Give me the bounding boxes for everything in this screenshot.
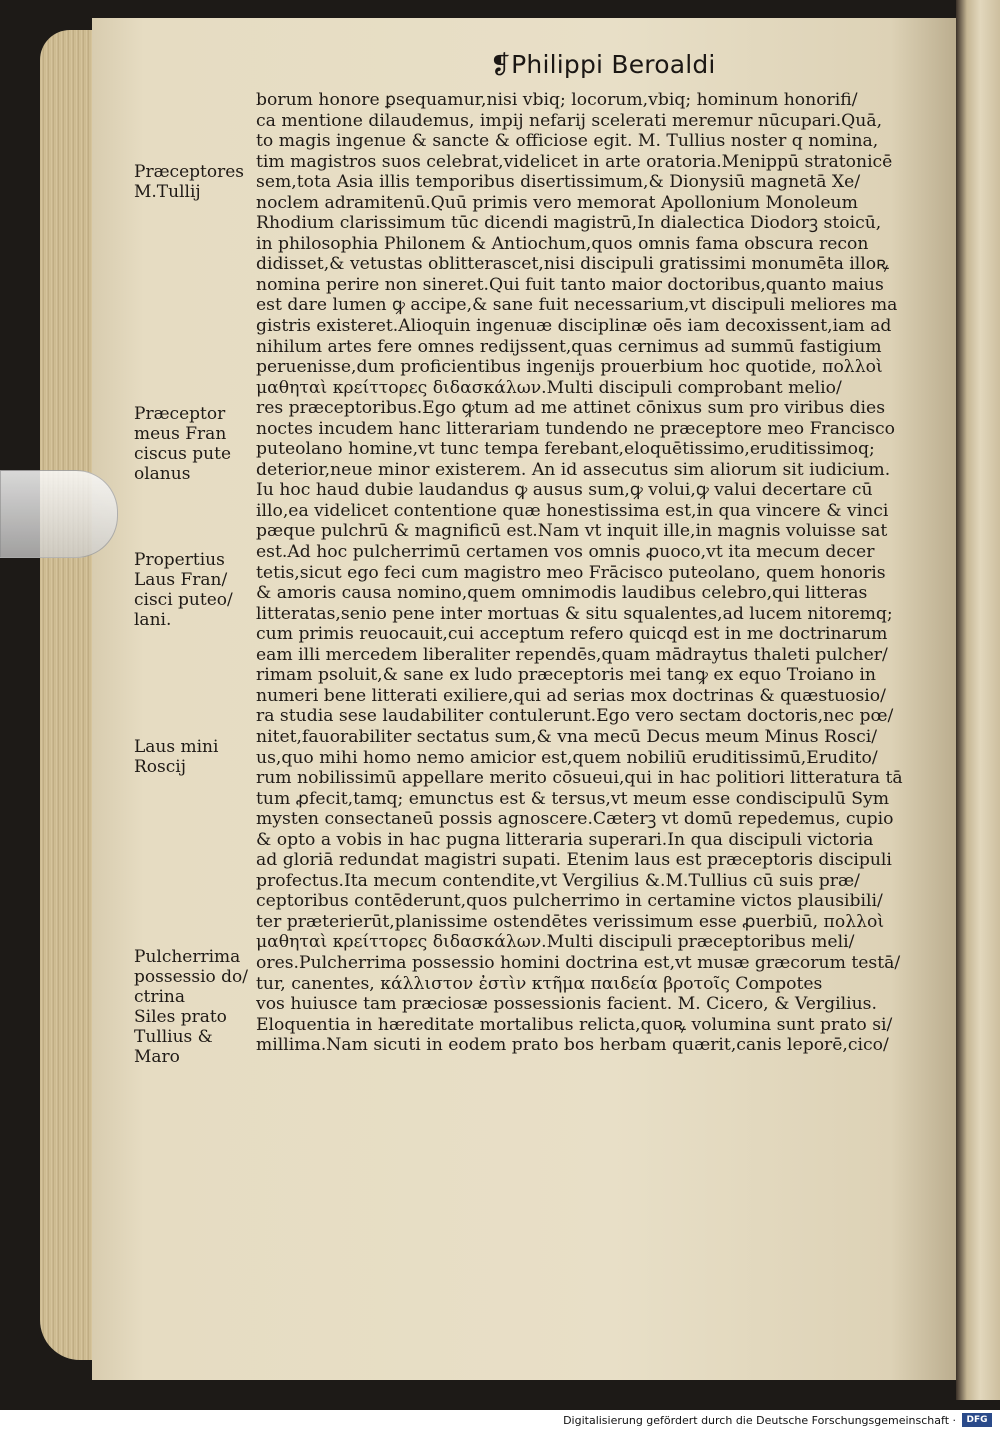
marginal-note-4 <box>134 737 258 777</box>
marginal-note-line: Præceptor <box>134 404 226 424</box>
text-line: μαθηταὶ κρείττορες διδασκάλων.Multi discipuli præceptoribus meli/ <box>256 932 855 953</box>
text-line: to magis ingenue & sancte & officiose egit. M. Tullius noster q nomina, <box>256 131 879 152</box>
text-line: deterior,neue minor existerem. An id assecutus sim aliorum sit iudicium. <box>256 459 891 480</box>
text-line: & opto a vobis in hac pugna litteraria superari.In qua discipuli victoria <box>256 829 874 850</box>
marginal-note-1 <box>134 162 258 202</box>
text-line: pæque pulchrū & magnificū est.Nam vt inquit ille,in magnis voluisse sat <box>256 521 888 542</box>
marginal-note-line: lani. <box>134 610 172 630</box>
text-line: res præceptoribus.Ego ꝙtum ad me attinet cōnixus sum pro viribus dies <box>256 398 886 419</box>
pilcrow-mark: ❡ <box>490 50 512 79</box>
text-line: peruenisse,dum proficientibus ingenijs prouerbium hoc quotide, πολλοὶ <box>256 357 883 378</box>
running-head-text: Philippi Beroaldi <box>511 50 716 79</box>
text-line: rimam psoluit,& sane ex ludo præceptoris mei tanꝙ ex equo Troiano in <box>256 665 876 686</box>
text-line: nomina perire non sineret.Qui fuit tanto maior doctoribus,quanto maius <box>256 274 884 295</box>
text-line: nitet,fauorabiliter sectatus sum,& vna mecū Decus meum Minus Rosci/ <box>256 726 878 747</box>
main-text <box>256 90 934 1056</box>
marginal-note-line: Præceptores <box>134 162 244 182</box>
text-line: mysten consectaneū possis agnoscere.Cæterꝫ vt domū repedemus, cupio <box>256 809 894 830</box>
text-line: us,quo mihi homo nemo amicior est,quem nobiliū eruditissimū,Erudito/ <box>256 747 878 768</box>
marginal-note-line: Laus Fran/ <box>134 570 228 590</box>
marginal-note-line: meus Fran <box>134 424 227 444</box>
text-line: sem,tota Asia illis temporibus disertissimum,& Dionysiū magnetā Xe/ <box>256 172 861 193</box>
marginal-note-3 <box>134 550 258 630</box>
text-line: tetis,sicut ego feci cum magistro meo Frācisco puteolano, quem honoris <box>256 562 886 583</box>
text-line: illo,ea videlicet contentione quæ honestissima est,in qua vincere & vinci <box>256 500 889 521</box>
text-line: puteolano homine,vt tunc tempa ferebant,eloquētissimo,eruditissimoq; <box>256 439 875 460</box>
text-line: tim magistros suos celebrat,videlicet in arte oratoria.Menippū stratonicē <box>256 151 893 172</box>
text-line: Eloquentia in hæreditate mortalibus relicta,quoꝶ volumina sunt prato si/ <box>256 1014 893 1035</box>
text-line: est.Ad hoc pulcherrimū certamen vos omnis ꝓuoco,vt ita mecum decer <box>256 542 875 563</box>
marginal-note-line: Pulcherrima <box>134 947 241 967</box>
text-line: Rhodium clarissimum tūc dicendi magistrū,In dialectica Diodorꝫ stoicū, <box>256 213 882 234</box>
page-edges <box>40 30 100 1360</box>
marginal-note-line: possessio do/ <box>134 967 248 987</box>
marginal-note-2 <box>134 404 258 484</box>
marginal-note-line: Tullius & <box>134 1027 213 1047</box>
text-line: est dare lumen ꝙ accipe,& sane fuit necessarium,vt discipuli meliores ma <box>256 295 898 316</box>
running-head <box>490 50 716 79</box>
text-line: borum honore ꝑsequamur,nisi vbiq; locorum,vbiq; hominum honorifi/ <box>256 90 858 110</box>
text-line: Iu hoc haud dubie laudandus ꝙ ausus sum,ꝙ volui,ꝙ valui decertare cū <box>256 480 873 501</box>
text-line: ca mentione dilaudemus, impij nefarij scelerati meremur nūcupari.Quā, <box>256 110 883 131</box>
marginal-note-line: Propertius <box>134 550 225 570</box>
text-line: noctes incudem hanc litterariam tundendo ne præceptore meo Francisco <box>256 418 895 439</box>
marginal-note-line: Roscij <box>134 757 186 777</box>
marginal-note-line: cisci puteo/ <box>134 590 233 610</box>
dfg-logo: DFG <box>962 1413 992 1427</box>
text-line: in philosophia Philonem & Antiochum,quos omnis fama obscura recon <box>256 233 869 254</box>
marginal-note-line: Laus mini <box>134 737 219 757</box>
text-line: gistris existeret.Alioquin ingenuæ disciplinæ oēs iam decoxissent,iam ad <box>256 316 892 337</box>
marginal-note-line: Siles prato <box>134 1007 227 1027</box>
text-line: numeri bene litterati exiliere,qui ad serias mox doctrinas & quæstuosio/ <box>256 685 886 706</box>
text-line: μαθηταὶ κρείττορες διδασκάλων.Multi discipuli comprobant melio/ <box>256 377 842 398</box>
text-line: noclem adramitenū.Quū primis vero memorat Apollonium Monoleum <box>256 192 858 213</box>
marginal-note-line: ctrina <box>134 987 185 1007</box>
text-line: ores.Pulcherrima possessio homini doctrina est,vt musæ græcorum testā/ <box>256 952 901 973</box>
text-line: tum ꝓfecit,tamq; emunctus est & tersus,vt meum esse condiscipulū Sym <box>256 788 890 809</box>
marginal-note-5 <box>134 947 258 1067</box>
text-line: rum nobilissimū appellare merito cōsueui,qui in hac politiori litteratura tā <box>256 768 903 789</box>
text-line: litteratas,senio pene inter mortuas & situ squalentes,ad lucem nitoremq; <box>256 603 893 624</box>
marginal-note-line: olanus <box>134 464 191 484</box>
text-line: cum primis reuocauit,cui acceptum refero quicqd est in me doctrinarum <box>256 624 888 645</box>
text-line: nihilum artes fere omnes redijssent,quas cernimus ad summū fastigium <box>256 336 882 357</box>
text-line: profectus.Ita mecum contendite,vt Vergilius &.M.Tullius cū suis præ/ <box>256 870 860 891</box>
text-line: ad gloriā redundat magistri supati. Etenim laus est præceptoris discipuli <box>256 850 892 871</box>
text-line: millima.Nam sicuti in eodem prato bos herbam quærit,canis leporē,cico/ <box>256 1035 889 1056</box>
text-line: ceptoribus contēderunt,quos pulcherrimo in certamine victos plausibili/ <box>256 891 883 912</box>
marginal-note-line: Maro <box>134 1047 180 1067</box>
marginal-note-line: M.Tullij <box>134 182 201 202</box>
text-line: didisset,& vetustas oblitterascet,nisi discipuli gratissimi monumēta illoꝶ <box>256 254 890 275</box>
text-line: eam illi mercedem liberaliter rependēs,quam mādraytus thaleti pulcher/ <box>256 644 888 665</box>
facing-page-edge <box>956 0 1000 1400</box>
glass-clip <box>0 470 118 558</box>
text-line: ter præterierūt,planissime ostendētes verissimum esse ꝓuerbiū, πολλοὶ <box>256 911 885 932</box>
text-line: vos huiusce tam præciosæ possessionis facient. M. Cicero, & Vergilius. <box>256 994 877 1015</box>
footer-credit: Digitalisierung gefördert durch die Deutsche Forschungsgemeinschaft · <box>563 1414 956 1427</box>
text-line: ra studia sese laudabiliter contulerunt.Ego vero sectam doctoris,nec pœ/ <box>256 706 894 727</box>
marginal-note-line: ciscus pute <box>134 444 232 464</box>
text-line: & amoris causa nomino,quem omnimodis laudibus celebro,qui litteras <box>256 583 868 604</box>
text-line: tur, canentes, κάλλιστον ἐστὶν κτῆμα παιδεία βροτοῖς Compotes <box>256 973 823 994</box>
